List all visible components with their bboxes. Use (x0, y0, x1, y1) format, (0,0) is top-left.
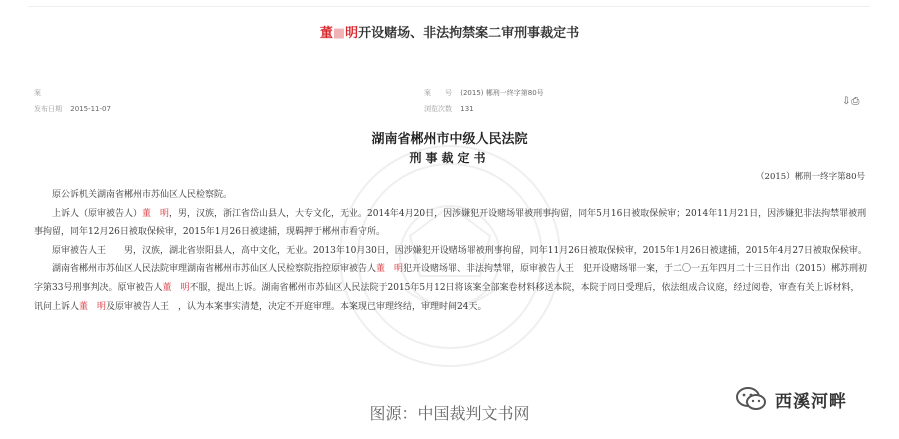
meta-case-number (424, 88, 544, 98)
account-name: 西溪河畔 (775, 391, 847, 412)
document-type: 刑事裁定书 (409, 151, 490, 165)
meta-case-value: (2015) 郴刑一终字第80号 (460, 89, 544, 97)
wechat-account-badge (735, 385, 847, 413)
court-name: 湖南省郴州市中级人民法院 (371, 132, 528, 147)
meta-view-count (424, 104, 474, 114)
judgment-body (34, 186, 868, 316)
document-tools (842, 96, 860, 107)
meta-type (34, 88, 47, 98)
redacted-name: 董 明 (162, 282, 190, 293)
redacted-name: 董 明 (79, 301, 107, 312)
meta-views-label: 浏览次数 (424, 105, 452, 113)
print-icon[interactable]: ⎙ (851, 96, 861, 107)
text-span: 不服，提出上诉。湖南省郴州市苏仙区人民法院于2015年5月12日将该案全部案卷材料移送本院，本院于同日受理后，依法组成合议庭，经过阅卷，审查有关上诉材料，讯问上诉人 (34, 282, 860, 312)
paragraph-procedure (34, 260, 868, 316)
meta-date-label: 发布日期 (34, 105, 62, 113)
title-text: 开设赌场、非法拘禁案二审刑事裁定书 (358, 26, 580, 41)
meta-views-value: 131 (460, 105, 474, 113)
text-span: 湖南省郴州市苏仙区人民法院审理湖南省郴州市苏仙区人民检察院指控原审被告人 (52, 264, 377, 275)
title-name-highlight: 董 (319, 26, 333, 41)
meta-date-value: 2015-11-07 (70, 105, 111, 113)
paragraph-appellant (34, 205, 868, 242)
page-title (0, 22, 899, 41)
text-span: 犯开设赌场罪、非法拘禁罪，原审被告人王 犯开设赌场罪一案，于二〇一五年四月二十三日作出（2015）郴苏刑初字第33号刑事判决。原审被告人 (34, 264, 867, 293)
paragraph-prosecutor: 原公诉机关湖南省郴州市苏仙区人民检察院。 (52, 190, 233, 200)
download-icon[interactable]: ⇩ (842, 96, 852, 107)
text-span: ，男，汉族，浙江省岱山县人，大专文化，无业。2014年4月20日，因涉嫌犯开设赌场罪被刑事拘留，同年5月16日被取保候审；2014年11月21日，因涉嫌犯非法拘禁罪被刑事拘留，同年12月26日被取保候审，2015年1月26日被逮捕，现羁押于郴州市看守所。 (34, 208, 867, 238)
meta-type-label: 案 (34, 89, 41, 97)
image-source-caption: 图源：中国裁判文书网 (369, 404, 530, 423)
meta-case-label: 案 号 (424, 89, 452, 97)
text-span: 上诉人（原审被告人） (52, 208, 143, 219)
redacted-name: 董 明 (376, 264, 404, 275)
text-span: 及原审被告人王 ，认为本案事实清楚，决定不开庭审理。本案现已审理终结，审理时间24天。 (106, 301, 487, 312)
paragraph-defendant: 原审被告人王 男，汉族，湖北省崇阳县人，高中文化，无业。2013年10月30日，因涉嫌犯开设赌场罪被刑事拘留，同年11月26日被取保候审，2015年1月26日被逮捕，2015年4月27日被取保候审。 (52, 245, 867, 256)
wechat-icon (735, 385, 767, 413)
title-name-highlight: ■ (332, 26, 346, 41)
title-name-highlight: 明 (345, 26, 359, 41)
redacted-name: 董 明 (142, 208, 170, 219)
top-divider (28, 6, 870, 7)
meta-publish-date (34, 104, 111, 114)
document-number: （2015）郴刑一终字第80号 (756, 172, 865, 182)
